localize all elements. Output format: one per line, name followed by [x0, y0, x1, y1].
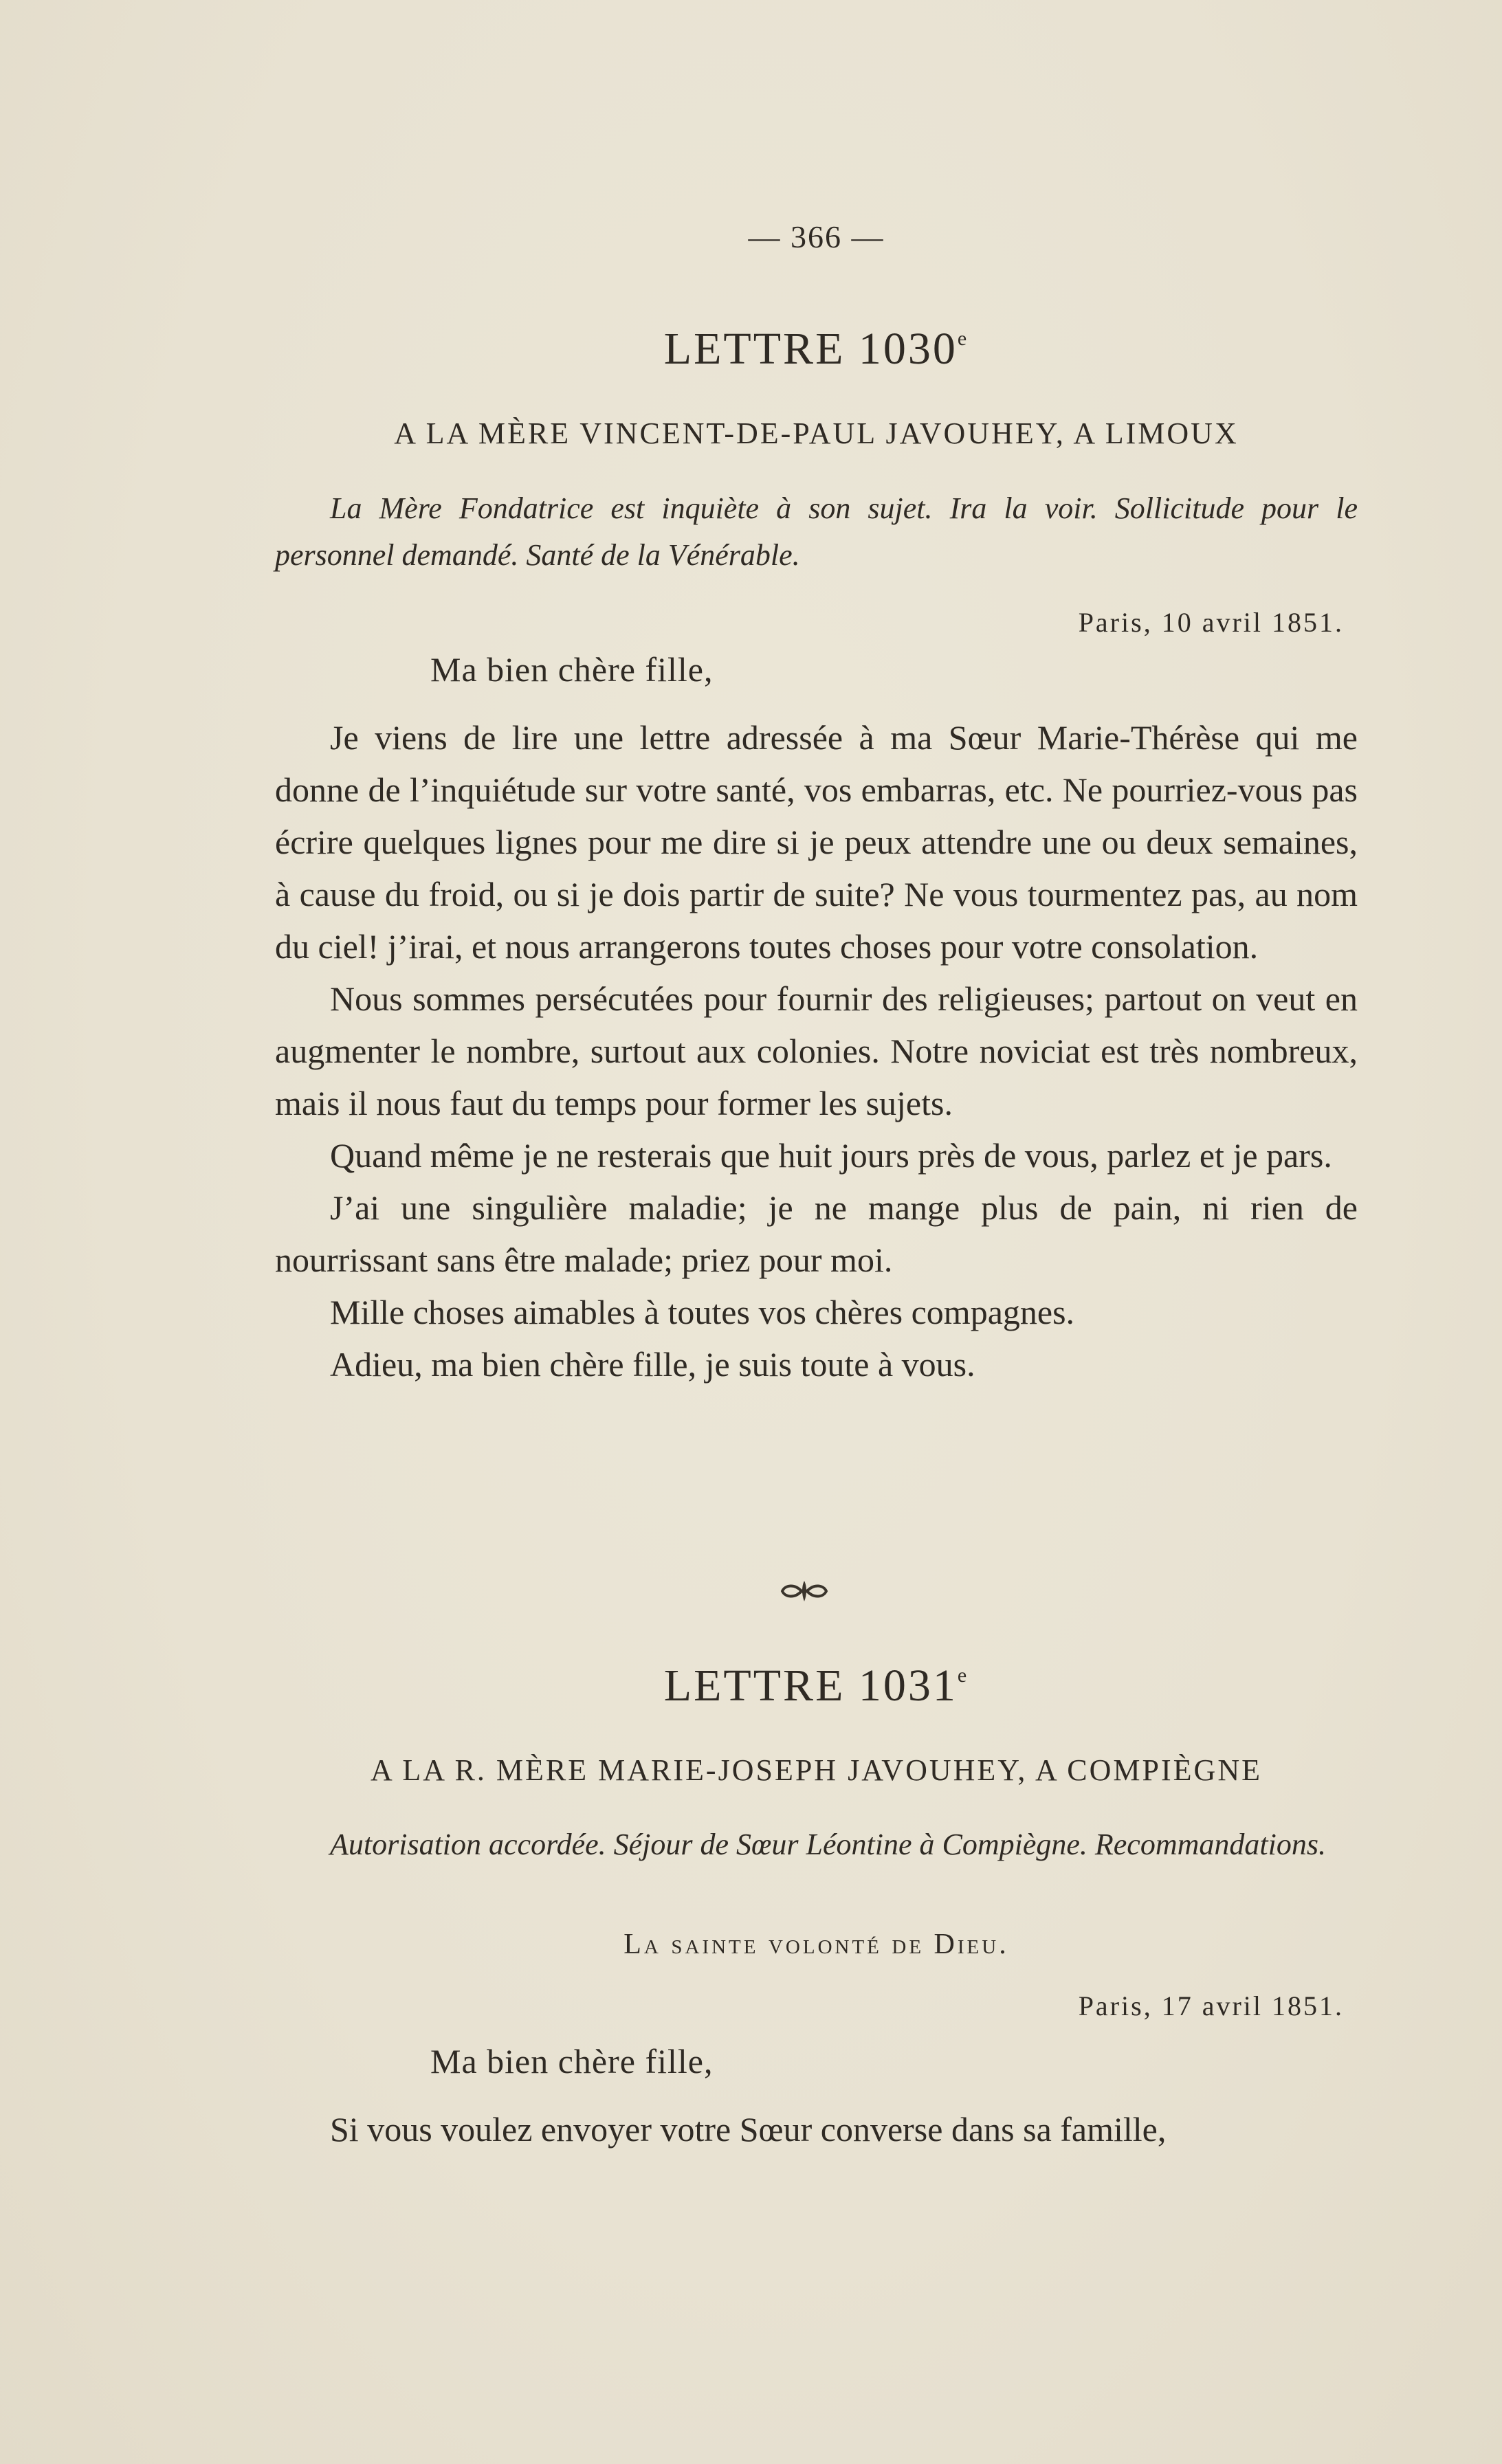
letter-1031-place-date: Paris, 17 avril 1851. — [1078, 1990, 1344, 2021]
letter-1031-addressee: A LA R. MÈRE MARIE-JOSEPH JAVOUHEY, A COMPIÈGNE — [371, 1753, 1262, 1787]
letter-1031-motto — [275, 1928, 1358, 1961]
letter-1031-paragraph: Si vous voulez envoyer votre Sœur converse dans sa famille, — [330, 2110, 1167, 2149]
letter-1031-salutation: Ma bien chère fille, — [430, 2042, 714, 2080]
page-number: — 366 — — [748, 219, 885, 254]
letter-1030-paragraph: Quand même je ne resterais que huit jours près de vous, parlez et je pars. — [330, 1136, 1332, 1175]
letter-1031-motto-text: La sainte volonté de Dieu. — [623, 1929, 1009, 1960]
letter-1031-title — [275, 1660, 1358, 1712]
letter-1030-summary: La Mère Fondatrice est inquiète à son sujet. Ira la voir. Sollicitude pour le personnel demandé. Santé de la Vénérable. — [275, 491, 1358, 572]
letter-1030-title-sup: e — [957, 327, 969, 350]
letter-1030-paragraph: Je viens de lire une lettre adressée à ma Sœur Marie-Thérèse qui me donne de l’inquiétude sur votre santé, vos embarras, etc. Ne pourriez-vous pas écrire quelques lignes pour me dire si je peux attendre une ou deux semaines, à cause du froid, ou si je dois partir de suite? Ne vous tourmentez pas, au nom du ciel! j’irai, et nous arrangerons toutes choses pour votre consolation. — [275, 718, 1358, 966]
letter-1031-body — [275, 2103, 1358, 2155]
letter-1031-summary: Autorisation accordée. Séjour de Sœur Léontine à Compiègne. Recommandations. — [330, 1828, 1326, 1861]
letter-1030-paragraph: Nous sommes persécutées pour fournir des religieuses; partout on veut en augmenter le nombre, surtout aux colonies. Notre noviciat est très nombreux, mais il nous faut du temps pour former les sujets. — [275, 979, 1358, 1122]
letter-1030-paragraph: Adieu, ma bien chère fille, je suis toute à vous. — [330, 1345, 975, 1384]
letter-1030-place-date: Paris, 10 avril 1851. — [1078, 607, 1344, 638]
letter-1030-addressee: A LA MÈRE VINCENT-DE-PAUL JAVOUHEY, A LIMOUX — [394, 417, 1239, 450]
letter-1030-title-text: LETTRE 1030 — [663, 324, 958, 374]
letter-1030-title — [275, 323, 1358, 375]
letter-1030-paragraph: Mille choses aimables à toutes vos chères compagnes. — [330, 1293, 1075, 1331]
letter-1031-title-text: LETTRE 1031 — [663, 1661, 958, 1711]
letter-1031-title-sup: e — [957, 1664, 969, 1687]
letter-1030-salutation: Ma bien chère fille, — [430, 650, 714, 689]
letter-1030-body — [275, 711, 1358, 1390]
letter-1030-paragraph: J’ai une singulière maladie; je ne mange plus de pain, ni rien de nourrissant sans être malade; priez pour moi. — [275, 1188, 1358, 1279]
fleuron-ornament-icon — [777, 1574, 832, 1608]
